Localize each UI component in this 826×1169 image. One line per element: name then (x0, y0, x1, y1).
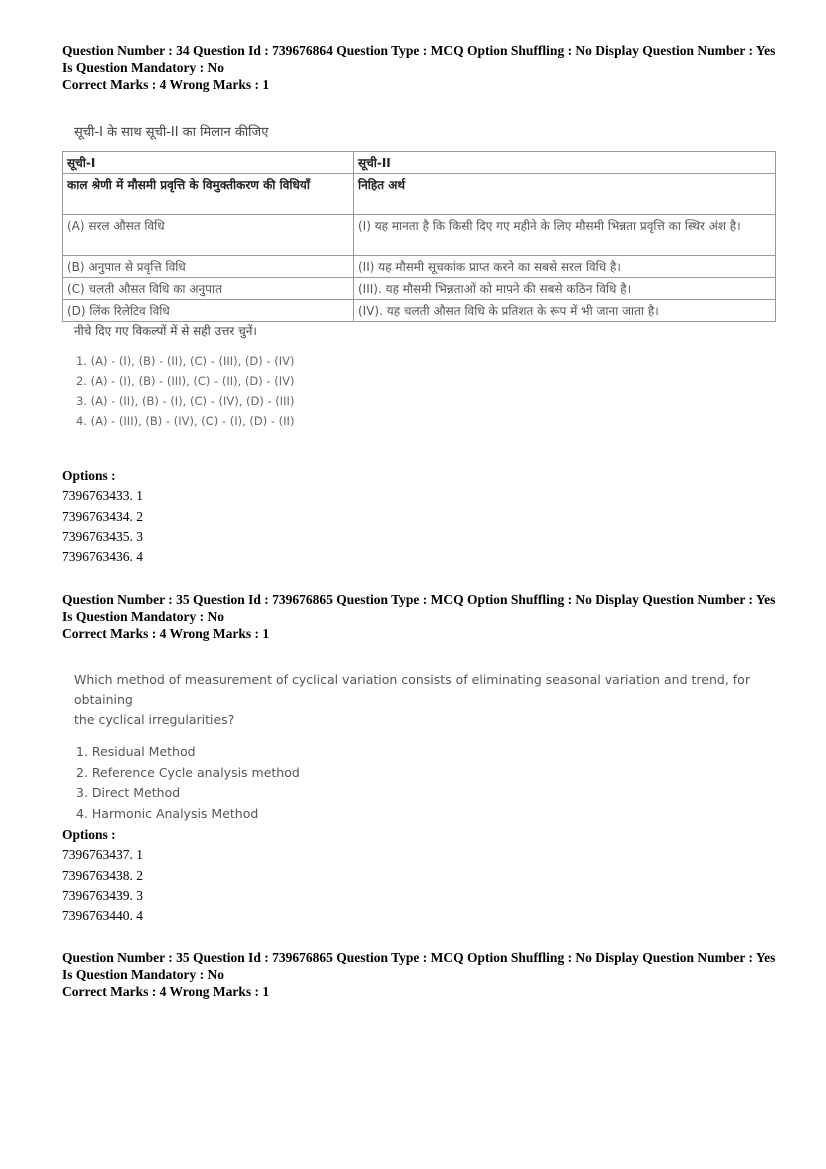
table-cell: (IV). यह चलती औसत विधि के प्रतिशत के रूप में भी जाना जाता है। (354, 300, 776, 322)
table-cell: (I) यह मानता है कि किसी दिए गए महीने के लिए मौसमी भिन्नता प्रवृत्ति का स्थिर अंश है। (354, 215, 776, 256)
mandatory-line: Is Question Mandatory : No (62, 967, 225, 982)
options-label: Options : (62, 468, 116, 483)
table-row (63, 215, 776, 256)
table-header-cell: सूची-II (354, 152, 776, 174)
list-item: 4. Harmonic Analysis Method (76, 805, 259, 821)
table-cell: (C) चलती औसत विधि का अनुपात (63, 278, 354, 300)
list-item: 2. Reference Cycle analysis method (76, 764, 300, 780)
choose-instruction: नीचे दिए गए विकल्पों में से सही उत्तर चुनें। (74, 324, 257, 338)
table-cell: (B) अनुपात से प्रवृत्ति विधि (63, 256, 354, 278)
question-text-line: Which method of measurement of cyclical variation consists of eliminating seasonal variation and trend, for obtaining (74, 672, 750, 707)
table-row (63, 256, 776, 278)
option-id: 7396763433. 1 (62, 488, 143, 504)
option-id: 7396763435. 3 (62, 528, 143, 544)
mandatory-line: Is Question Mandatory : No (62, 609, 225, 624)
marks-line: Correct Marks : 4 Wrong Marks : 1 (62, 77, 270, 92)
list-item: 3. (A) - (II), (B) - (I), (C) - (IV), (D) - (III) (76, 394, 295, 408)
option-id: 7396763439. 3 (62, 887, 143, 903)
table-header-cell: सूची-I (63, 152, 354, 174)
list-item: 3. Direct Method (76, 785, 181, 800)
table-subheader-cell: निहित अर्थ (354, 174, 776, 215)
question-34-header (62, 42, 776, 93)
answer-choices (74, 742, 776, 824)
option-id: 7396763434. 2 (62, 508, 143, 524)
table-cell: (II) यह मौसमी सूचकांक प्राप्त करने का सबसे सरल विधि है। (354, 256, 776, 278)
match-instruction: सूची-I के साथ सूची-II का मिलान कीजिए (74, 125, 269, 140)
question-35-options (62, 825, 143, 926)
question-34-options (62, 466, 143, 567)
list-item: 1. Residual Method (76, 744, 196, 759)
table-row (63, 300, 776, 322)
match-table (62, 151, 776, 322)
list-item: 1. (A) - (I), (B) - (II), (C) - (III), (D) - (IV) (76, 354, 295, 368)
question-36-header (62, 949, 776, 1000)
table-cell: (III). यह मौसमी भिन्नताओं को मापने की सबसे कठिन विधि है। (354, 278, 776, 300)
question-meta-line: Question Number : 35 Question Id : 739676865 Question Type : MCQ Option Shuffling : No Display Question Number : Yes (62, 950, 776, 965)
question-meta-line: Question Number : 35 Question Id : 739676865 Question Type : MCQ Option Shuffling : No Display Question Number : Yes (62, 592, 776, 607)
table-subheader-row (63, 174, 776, 215)
question-35-image (62, 670, 776, 824)
question-meta-line: Question Number : 34 Question Id : 739676864 Question Type : MCQ Option Shuffling : No Display Question Number : Yes (62, 43, 776, 58)
question-35-header (62, 591, 776, 642)
options-label: Options : (62, 827, 116, 842)
table-cell: (A) सरल औसत विधि (63, 215, 354, 256)
option-id: 7396763436. 4 (62, 549, 143, 565)
question-text-line: the cyclical irregularities? (74, 712, 235, 727)
question-text (62, 670, 776, 824)
answer-choices (62, 351, 776, 431)
list-item: 4. (A) - (III), (B) - (IV), (C) - (I), (D) - (II) (76, 414, 295, 428)
option-id: 7396763438. 2 (62, 867, 143, 883)
mandatory-line: Is Question Mandatory : No (62, 60, 225, 75)
table-subheader-cell: काल श्रेणी में मौसमी प्रवृत्ति के विमुक्तीकरण की विधियाँ (63, 174, 354, 215)
option-id: 7396763440. 4 (62, 908, 143, 924)
table-header-row (63, 152, 776, 174)
list-item: 2. (A) - (I), (B) - (III), (C) - (II), (D) - (IV) (76, 374, 295, 388)
table-row (63, 278, 776, 300)
table-cell: (D) लिंक रिलेटिव विधि (63, 300, 354, 322)
marks-line: Correct Marks : 4 Wrong Marks : 1 (62, 626, 270, 641)
option-id: 7396763437. 1 (62, 847, 143, 863)
marks-line: Correct Marks : 4 Wrong Marks : 1 (62, 984, 270, 999)
question-34-image (62, 122, 776, 431)
